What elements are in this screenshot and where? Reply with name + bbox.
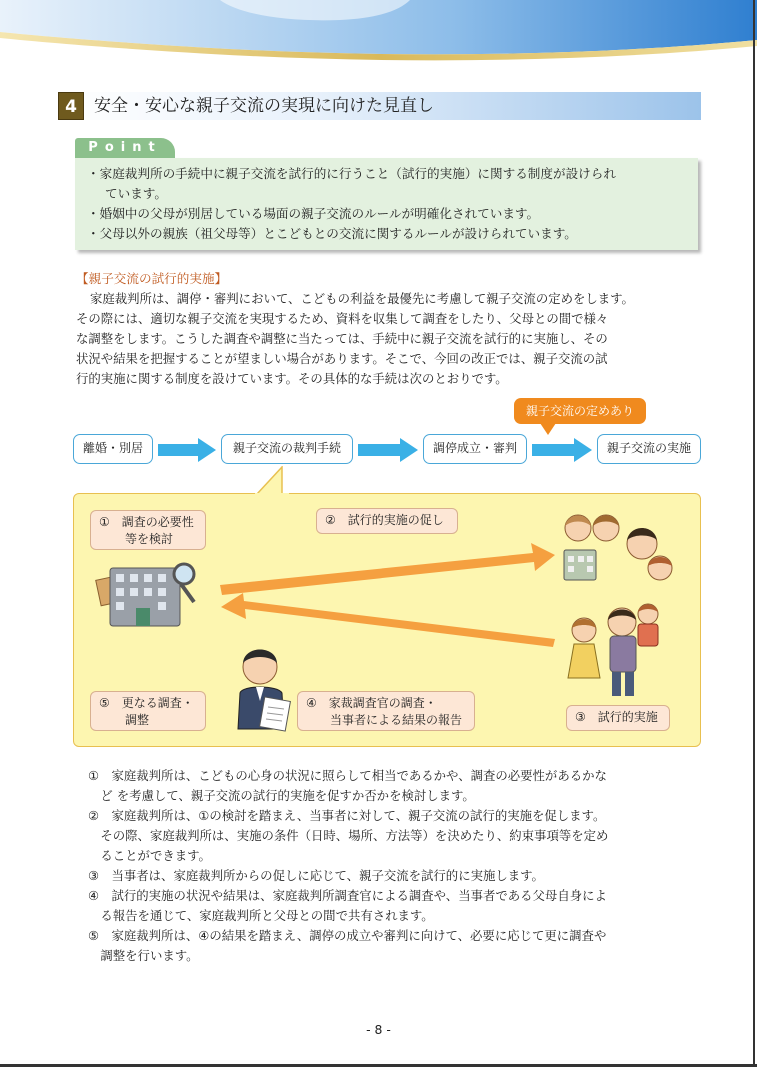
page-border-right bbox=[753, 0, 755, 1067]
section-number-badge: 4 bbox=[58, 92, 84, 120]
note-line: ② 家庭裁判所は、①の検討を踏まえ、当事者に対して、親子交流の試行的実施を促します。 bbox=[88, 808, 606, 823]
cycle-step-3: ③ 試行的実施 bbox=[566, 705, 670, 731]
cycle-step-5 bbox=[90, 691, 206, 731]
family-walking-icon bbox=[562, 600, 672, 700]
section-title: 安全・安心な親子交流の実現に向けた見直し bbox=[94, 96, 434, 116]
note-line: その際、家庭裁判所は、実施の条件（日時、場所、方法等）を決めたり、約束事項等を定め bbox=[88, 828, 609, 843]
cycle-step-5-line: ⑤ 更なる調査・ bbox=[99, 696, 194, 710]
note-line: ① 家庭裁判所は、こどもの心身の状況に照らして相当であるかや、調査の必要性があるかな bbox=[88, 768, 607, 783]
page-number: - 8 - bbox=[366, 1022, 391, 1037]
paragraph-line: その際には、適切な親子交流を実現するため、資料を収集して調査をしたり、父母との間で様々 bbox=[76, 311, 609, 326]
paragraph-line: 状況や結果を把握することが望ましい場合があります。そこで、今回の改正では、親子交流の試 bbox=[76, 351, 608, 366]
flow-step-divorce: 離婚・別居 bbox=[73, 434, 153, 464]
flow-arrow-icon bbox=[358, 438, 420, 462]
cycle-step-5-line: 調整 bbox=[125, 713, 150, 727]
note-line: ③ 当事者は、家庭裁判所からの促しに応じて、親子交流を試行的に実施します。 bbox=[88, 868, 544, 883]
point-line: ・父母以外の親族（祖父母等）とこどもとの交流に関するルールが設けられています。 bbox=[87, 226, 577, 241]
callout-agreement: 親子交流の定めあり bbox=[514, 398, 646, 424]
paragraph-line: な調整をします。こうした調査や調整に当たっては、手続中に親子交流を試行的に実施し、その bbox=[76, 331, 608, 346]
panel-pointer bbox=[255, 466, 289, 496]
flow-step-mediation: 調停成立・審判 bbox=[423, 434, 527, 464]
section-title-bar bbox=[58, 92, 701, 120]
note-line: ることができます。 bbox=[88, 848, 211, 863]
note-line: る報告を通じて、家庭裁判所と父母との間で共有されます。 bbox=[88, 908, 434, 923]
point-line: ています。 bbox=[105, 186, 167, 201]
point-line: ・婚姻中の父母が別居している場面の親子交流のルールが明確化されています。 bbox=[87, 206, 540, 221]
flow-step-court-procedure: 親子交流の裁判手続 bbox=[221, 434, 353, 464]
flow-arrow-icon bbox=[158, 438, 218, 462]
court-building-icon bbox=[88, 560, 206, 632]
family-meeting-icon bbox=[556, 510, 686, 588]
arrow-right-icon bbox=[220, 543, 555, 595]
cycle-step-1 bbox=[90, 510, 206, 550]
arrow-left-icon bbox=[221, 593, 555, 647]
cycle-step-2: ② 試行的実施の促し bbox=[316, 508, 458, 534]
note-line: ④ 試行的実施の状況や結果は、家庭裁判所調査官による調査や、当事者である父母自身によ bbox=[88, 888, 607, 903]
cycle-step-4-line: ④ 家裁調査官の調査・ bbox=[306, 696, 437, 710]
point-line: ・家庭裁判所の手続中に親子交流を試行的に行うこと（試行的実施）に関する制度が設けられ bbox=[87, 166, 616, 181]
point-tab: Point bbox=[75, 138, 175, 158]
note-line: ⑤ 家庭裁判所は、④の結果を踏まえ、調停の成立や審判に向けて、必要に応じて更に調査や bbox=[88, 928, 607, 943]
investigator-icon bbox=[232, 643, 298, 733]
note-line: 調整を行います。 bbox=[88, 948, 199, 963]
cycle-step-1-line: 等を検討 bbox=[125, 532, 174, 546]
flow-arrow-icon bbox=[532, 438, 594, 462]
note-line: ど を考慮して、親子交流の試行的実施を促すか否かを検討します。 bbox=[88, 788, 475, 803]
flow-step-implementation: 親子交流の実施 bbox=[597, 434, 701, 464]
header-wave-decoration bbox=[0, 0, 757, 80]
cycle-step-1-line: ① 調査の必要性 bbox=[99, 515, 194, 529]
paragraph-line: 家庭裁判所は、調停・審判において、こどもの利益を最優先に考慮して親子交流の定めをします。 bbox=[90, 291, 634, 306]
paragraph-line: 行的実施に関する制度を設けています。その具体的な手続は次のとおりです。 bbox=[76, 371, 508, 386]
callout-pointer bbox=[540, 423, 556, 435]
cycle-step-4 bbox=[297, 691, 475, 731]
cycle-step-4-line: 当事者による結果の報告 bbox=[330, 713, 463, 727]
point-box bbox=[75, 158, 698, 250]
subsection-heading: 【親子交流の試行的実施】 bbox=[76, 271, 228, 286]
